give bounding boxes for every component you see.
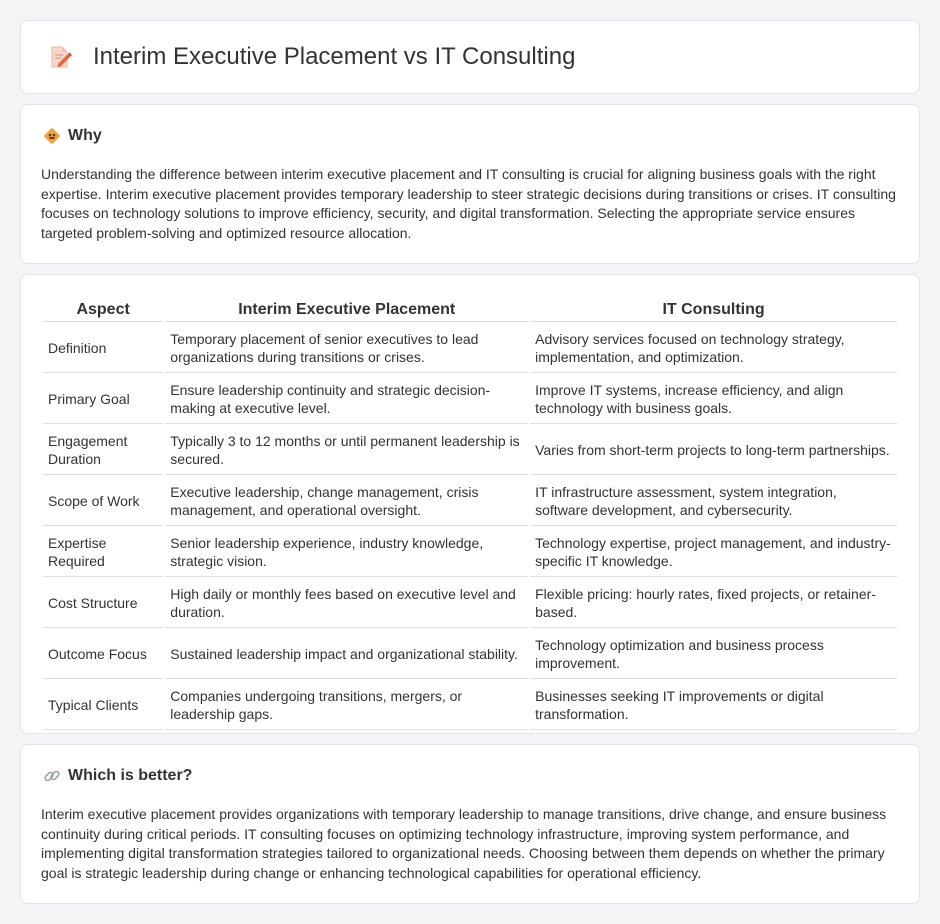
row-it: Varies from short-term projects to long-term partnerships.	[530, 426, 897, 475]
table-row	[43, 579, 897, 628]
diamond-sign-icon	[43, 127, 61, 145]
row-interim: Senior leadership experience, industry knowledge, strategic vision.	[165, 528, 528, 577]
table-row	[43, 630, 897, 679]
row-aspect: Expertise Required	[43, 528, 163, 577]
why-section	[20, 104, 920, 264]
row-it: Businesses seeking IT improvements or digital transformation.	[530, 681, 897, 730]
which-better-section	[20, 744, 920, 904]
row-it: Technology optimization and business process improvement.	[530, 630, 897, 679]
row-it: Flexible pricing: hourly rates, fixed projects, or retainer-based.	[530, 579, 897, 628]
table-row	[43, 324, 897, 373]
table-row	[43, 426, 897, 475]
row-interim: Companies undergoing transitions, mergers, or leadership gaps.	[165, 681, 528, 730]
comparison-table	[41, 295, 899, 732]
row-it: Technology expertise, project management, and industry-specific IT knowledge.	[530, 528, 897, 577]
document-pencil-icon	[47, 44, 73, 70]
why-title: Why	[68, 127, 102, 144]
better-title: Which is better?	[68, 767, 193, 784]
row-interim: Executive leadership, change management, crisis management, and operational oversight.	[165, 477, 528, 526]
page-title: Interim Executive Placement vs IT Consulting	[93, 43, 576, 70]
row-it: Advisory services focused on technology strategy, implementation, and optimization.	[530, 324, 897, 373]
why-text: Understanding the difference between interim executive placement and IT consulting is crucial for aligning business goals with the right expertise. Interim executive placement provides temporary leadership to steer strategic decisions during transitions or crises. IT consulting focuses on technology solutions to improve efficiency, security, and digital transformation. Selecting the appropriate service ensures targeted problem-solving and optimized resource allocation.	[41, 166, 896, 241]
table-header-row	[43, 297, 897, 322]
row-aspect: Primary Goal	[43, 375, 163, 424]
table-row	[43, 681, 897, 730]
table-row	[43, 528, 897, 577]
row-aspect: Engagement Duration	[43, 426, 163, 475]
better-text: Interim executive placement provides organizations with temporary leadership to manage transitions, drive change, and ensure business continuity during critical periods. IT consulting focuses on optimizing technology infrastructure, improving system performance, and implementing digital transformation strategies tailored to organizational needs. Choosing between them depends on whether the primary goal is strategic leadership during change or enhancing technological capabilities for operational efficiency.	[41, 806, 887, 881]
comparison-section	[20, 274, 920, 734]
header-card	[20, 20, 920, 94]
row-aspect: Outcome Focus	[43, 630, 163, 679]
why-heading	[43, 127, 102, 145]
header-interim: Interim Executive Placement	[165, 297, 528, 322]
header-it: IT Consulting	[530, 297, 897, 322]
row-aspect: Cost Structure	[43, 579, 163, 628]
row-aspect: Typical Clients	[43, 681, 163, 730]
row-it: Improve IT systems, increase efficiency, and align technology with business goals.	[530, 375, 897, 424]
row-aspect: Scope of Work	[43, 477, 163, 526]
header-aspect: Aspect	[43, 297, 163, 322]
row-interim: Sustained leadership impact and organizational stability.	[165, 630, 528, 679]
table-row	[43, 477, 897, 526]
row-interim: Ensure leadership continuity and strategic decision-making at executive level.	[165, 375, 528, 424]
row-it: IT infrastructure assessment, system integration, software development, and cybersecurity.	[530, 477, 897, 526]
better-heading	[43, 767, 192, 785]
link-icon	[43, 767, 61, 785]
row-interim: High daily or monthly fees based on executive level and duration.	[165, 579, 528, 628]
row-interim: Temporary placement of senior executives to lead organizations during transitions or crises.	[165, 324, 528, 373]
row-aspect: Definition	[43, 324, 163, 373]
table-row	[43, 375, 897, 424]
row-interim: Typically 3 to 12 months or until permanent leadership is secured.	[165, 426, 528, 475]
